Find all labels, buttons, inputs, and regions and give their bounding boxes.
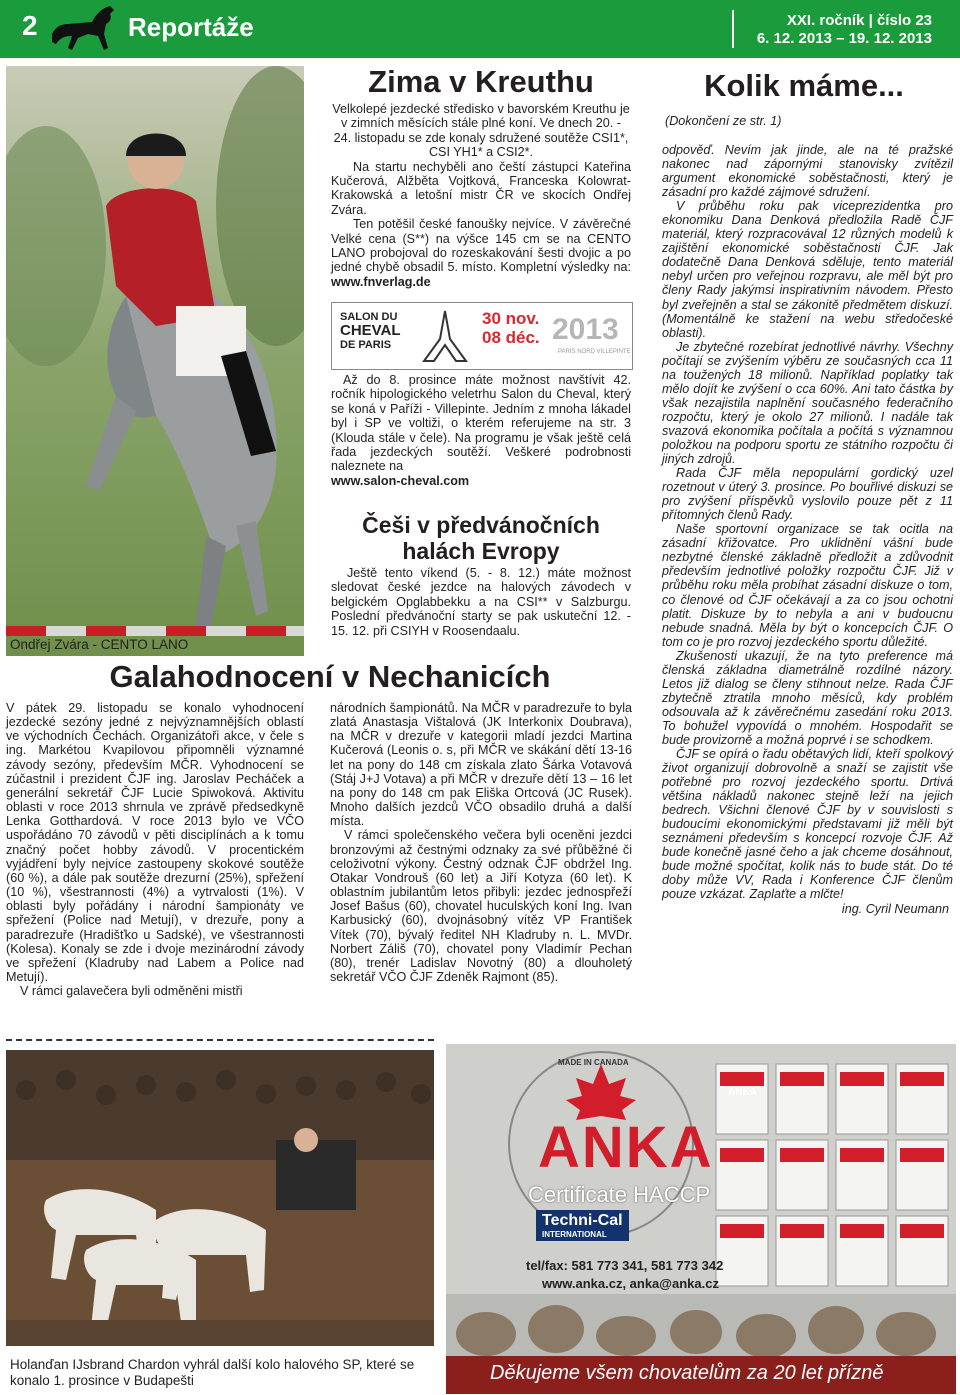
kreuth-link[interactable]: www.fnverlag.de bbox=[331, 274, 431, 289]
salon-logo-line1: SALON DU bbox=[340, 311, 398, 323]
gala-title: Galahodnocení v Nechanicích bbox=[109, 659, 551, 694]
gala-paragraph-2: V rámci galavečera byli odměněni mistři bbox=[20, 984, 243, 999]
kolik-paragraph-1: odpověď. Nevím jak jinde, ale na té pražské nakonec nad zápornými stanovisky zvítězil argument ekonomické soběstačnosti, který je zásadní pro každé zájmové sdružení. bbox=[662, 143, 953, 200]
rider-photo bbox=[6, 66, 304, 656]
carriage-photo-illustration bbox=[6, 1050, 434, 1346]
salon-date-start: 30 nov. bbox=[482, 309, 540, 328]
salon-paragraph: Až do 8. prosince máte možnost navštívit 42. ročník hipologického veletrhu Salon du Cheval, který se koná v Paříži - Villepinte. Jedním z mnoha lákadel byl i SP ve voltiži, o kterém referujeme na str. 3 (Klouda stále v čele). Na programu je však ještě celá řada jezdeckých soutěží. Veškeré podrobnosti naleznete na bbox=[331, 373, 631, 474]
anka-phone: tel/fax: 581 773 341, 581 773 342 bbox=[526, 1258, 724, 1273]
salon-link[interactable]: www.salon-cheval.com bbox=[331, 473, 470, 488]
kolik-paragraph-4: Rada ČJF měla nepopulární gordický uzel rozetnout v úterý 3. prosince. Po bouřlivé diskuzi se pro zvýšení příspěvků vyslovilo pouze pět z 11 přítomných členů Rady. bbox=[662, 466, 953, 523]
page-number: 2 bbox=[22, 10, 38, 41]
section-title: Reportáže bbox=[128, 12, 254, 42]
anka-certificate: Certificate HACCP bbox=[528, 1182, 711, 1207]
gala-paragraph-1: V pátek 29. listopadu se konalo vyhodnocení jezdecké sezóny jedné z nejvýznamnějších oblastí ve východních Čechách. Organizátoři akce, v čele s ing. Markétou Kvapilovou připomněli významné závody sezóny, především MČR. Vyhodnocení se zúčastnil i prezident ČJF ing. Jaroslav Pecháček a generální sekretář ČJF Lucie Spiwoková. Aktivitu oblasti v roce 2013 shrnula ve zprávě předsedkyně Lenka Gotthardová. V roce 2013 bylo ve VČO uspořádáno 70 závodů v pěti disciplínách a k tomu značný počet hobby závodů. V procentickém vyjádření byly nejvíce zastoupeny skokové soutěže (60 %), a dále pak soutěže drezurní (25%), spřežení (10 %), všestrannosti (4%) a vytrvalosti (1%). V oblasti byly pořádány i národní šampionáty ve spřežení (Police nad Metují), v drezuře, pony a paradrezuře (Hradišťko u Sadské), ve všestrannosti (Kolesa). Konaly se zde i dvoje mezinárodní závody ve spřežení (Kladruby nad Labem a Police nad Metují). bbox=[6, 701, 304, 984]
gala-left-column bbox=[6, 701, 304, 998]
salon-year: 2013 bbox=[552, 313, 619, 346]
kolik-paragraph-6: Zkušenosti ukazují, že na tyto preference má členská základna diametrálně rozdílné názory. Letos již dialog se členy stihnout nelze. Rada ČJF zbytečně ztratila mnoho měsíců, kdy problém odsouvala až k závěrečnému zasedání roku 2013. To bohužel vypovídá o mnohém. Hospodařit se bude provizorně a možná poprvé i se schodkem. bbox=[662, 648, 953, 747]
anka-slogan: Děkujeme všem chovatelům za 20 let přízně bbox=[490, 1362, 884, 1384]
cesi-article bbox=[331, 566, 631, 638]
salon-logo-line2: CHEVAL bbox=[340, 322, 401, 339]
salon-cheval-ad bbox=[331, 302, 633, 370]
gala-paragraph-4: V rámci společenského večera byli oceněni jezdci bronzovými až čestnými odznaky za své přůběžné či celoživotní výkony. Čestný odznak ČJF obdržel Ing. Otakar Vondrouš (60 let) a Jiří Kotyza (60 let). K oblastním jubilantům letos přibyli: jezdec jednospřeží Josef Bašus (60), chovatel huculských koní Ing. Ivan Karbusický (60), dvojnásobný vítěz VP František Vítek (70), bývalý ředitel NH Kladruby n. L. MVDr. Norbert Záliš (70), chovatel pony Vladimír Pechan (80), trenér Ladislav Novotný (80) a dlouholetý sekretář VČO ČJF Zdeněk Rajmont (85). bbox=[330, 828, 632, 984]
salon-dates bbox=[482, 309, 540, 347]
horse-logo-icon bbox=[48, 4, 120, 54]
gala-right-column bbox=[330, 701, 632, 984]
kreuth-article bbox=[331, 102, 631, 289]
cesi-title bbox=[331, 512, 631, 564]
kolik-paragraph-3: Je zbytečné rozebírat jednotlivé návrhy. Všechny počítají se zvýšením výběru ze současných cca 11 na toužených 18 milionů. Například poplatky tak mělo dojít ke zvýšení o cca 60%. Ani tato částka by však nezajistila naplnění současného federačního rozpočtu, který je okolo 27 milionů. I nadále tak svazová ekonomika počítala a počítá s významnou položkou na podporu sportu ze státního rozpočtu či jiných zdrojů. bbox=[662, 339, 953, 467]
dashed-divider bbox=[6, 1039, 434, 1041]
kolik-paragraph-2: V průběhu roku pak viceprezidentka pro ekonomiku Dana Denková předložila Radě ČJF materiál, který rozpracovával 12 různých modelů k zajištění ekonomické soběstačnosti ČJF. Jak dodatečně Dana Denková sděluje, tento materiál nebyl určen pro veřejnou rozpravu, ale měl být pro členy Rady jakýmsi inspirativním návodem. Přesto byl zveřejněn a stal se zákonitě předmětem diskuzí. (Momentálně ke stažení na webu středočeské oblasti). bbox=[662, 199, 953, 340]
anka-brand: ANKA bbox=[538, 1115, 714, 1180]
salon-logo-line3: DE PARIS bbox=[340, 339, 392, 351]
kreuth-paragraph-3 bbox=[331, 217, 631, 289]
techni-cal-name: Techni-Cal bbox=[542, 1212, 623, 1229]
kreuth-title: Zima v Kreuthu bbox=[368, 64, 594, 99]
cesi-title-line1: Češi v předvánočních bbox=[362, 512, 600, 538]
kreuth-paragraph-1: Velkolepé jezdecké středisko v bavorském Kreuthu je v zimních měsících stále plné koní. Ve dnech 20. - 24. listopadu se zde konaly sdružené soutěže CSI1*, CSI YH1* a CSI2*. bbox=[332, 102, 630, 160]
kolik-continuation: (Dokončení ze str. 1) bbox=[665, 114, 782, 128]
rider-photo-caption: Ondřej Zvára - CENTO LANO bbox=[10, 637, 189, 652]
anka-web[interactable]: www.anka.cz, anka@anka.cz bbox=[542, 1276, 719, 1291]
anka-ad bbox=[446, 1044, 956, 1394]
kolik-author: ing. Cyril Neumann bbox=[841, 901, 949, 916]
salon-article bbox=[331, 373, 631, 488]
anka-ad-illustration bbox=[446, 1044, 956, 1394]
cesi-title-line2: halách Evropy bbox=[402, 538, 560, 564]
kolik-paragraph-5: Naše sportovní organizace se tak ocitla na zásadní křižovatce. Pro uklidnění vášní bude nezbytné členské základně předložit a zdůvodnit především jednotlivé položky rozpočtu ČJF. Již v průběhu roku měla probíhat zásadní diskuze o tom, co členové od ČJF očekávají a za co jsou ochotni platit. Diskuze by to nebyla a ani v budoucnu nebude snadná. Měla by být o koncepcích ČJF. O tom co je pro rozvoj jezdeckého sportu důležité. bbox=[662, 522, 953, 649]
anka-bag-label: ANKA bbox=[728, 1087, 757, 1098]
kreuth-paragraph-2: Na startu nechyběli ano čeští zástupci Kateřina Kučerová, Alžběta Vojtková, Franceska Kolowrat-Krakowská a letošní mistr ČR ve skocích Ondřej Zvára. bbox=[331, 159, 631, 217]
rider-photo-illustration bbox=[6, 66, 304, 656]
kolik-article bbox=[662, 143, 953, 916]
kolik-paragraph-7: ČJF se opírá o řadu obětavých lidí, kteří spolkový život organizují dobrovolně a snaží se zajistit vše potřebné pro rozvoj jezdeckého sportu. Drtivá většina nákladů nakonec stejně leží na jejich bedrech. Všichni členové ČJF by v souvislosti s budoucími ekonomickými představami již měli být seznámeni především s koncepcí rozvoje ČJF. Až bude konečně jasné čeho a jak chceme dosáhnout, bude možné spočítat, kolik nás to bude stát. Do té doby může VV, Rada i Konference ČJF členům pouze vzkázat. Zaplaťte a mlčte! bbox=[662, 747, 953, 902]
header-divider bbox=[732, 10, 734, 48]
issue-info bbox=[757, 12, 932, 48]
salon-logo bbox=[340, 311, 401, 351]
kreuth-text: Ten potěšil české fanoušky nejvíce. V závěrečné Velké cena (S**) na výšce 145 cm se na CENTO LANO probojoval do rozeskakování šesti dvojic a po jedné chybě obsadil 5. místo. Kompletní výsledky na: bbox=[331, 217, 631, 275]
techni-cal-logo bbox=[536, 1210, 629, 1241]
carriage-photo bbox=[6, 1050, 434, 1346]
salon-venue: PARIS NORD VILLEPINTE bbox=[558, 349, 631, 355]
carriage-photo-caption: Holanďan IJsbrand Chardon vyhrál další kolo halového SP, které se konalo 1. prosince v Budapešti bbox=[10, 1357, 415, 1388]
issue-number: XXI. ročník | číslo 23 bbox=[786, 12, 932, 29]
kolik-title: Kolik máme... bbox=[704, 68, 904, 103]
gala-paragraph-3: národních šampionátů. Na MČR v paradrezuře to byla zlatá Anastasja Vištalová (JK Interkonix Doubrava), na MČR v drezuře v kategorii mladí jezdci Martina Kučerová (Leonis o. s, při MČR ve skákání dětí 13-16 let na pony do 148 cm získala zlato Šárka Votavová (Stáj J+J Votava) a při MČR v drezuře dětí 13 – 16 let na pony do 148 cm pak Eliška Ortcová (JC Rusek). Mnoho dalších jezdců VČO obsadilo druhá a další místa. bbox=[330, 701, 632, 829]
issue-dates: 6. 12. 2013 – 19. 12. 2013 bbox=[756, 30, 932, 47]
eiffel-tower-icon bbox=[420, 309, 470, 363]
techni-cal-sub: INTERNATIONAL bbox=[542, 1230, 607, 1239]
anka-made-in: MADE IN CANADA bbox=[558, 1058, 629, 1067]
cesi-paragraph: Ještě tento víkend (5. - 8. 12.) máte možnost sledovat české jezdce na halových závodech v belgickém Opglabbekku a na CSI** v Salzburgu. Poslední předvánoční starty se pak uskuteční 12. - 15. 12. při CSIYH v Roosendaalu. bbox=[331, 566, 631, 638]
salon-date-end: 08 déc. bbox=[482, 328, 540, 347]
